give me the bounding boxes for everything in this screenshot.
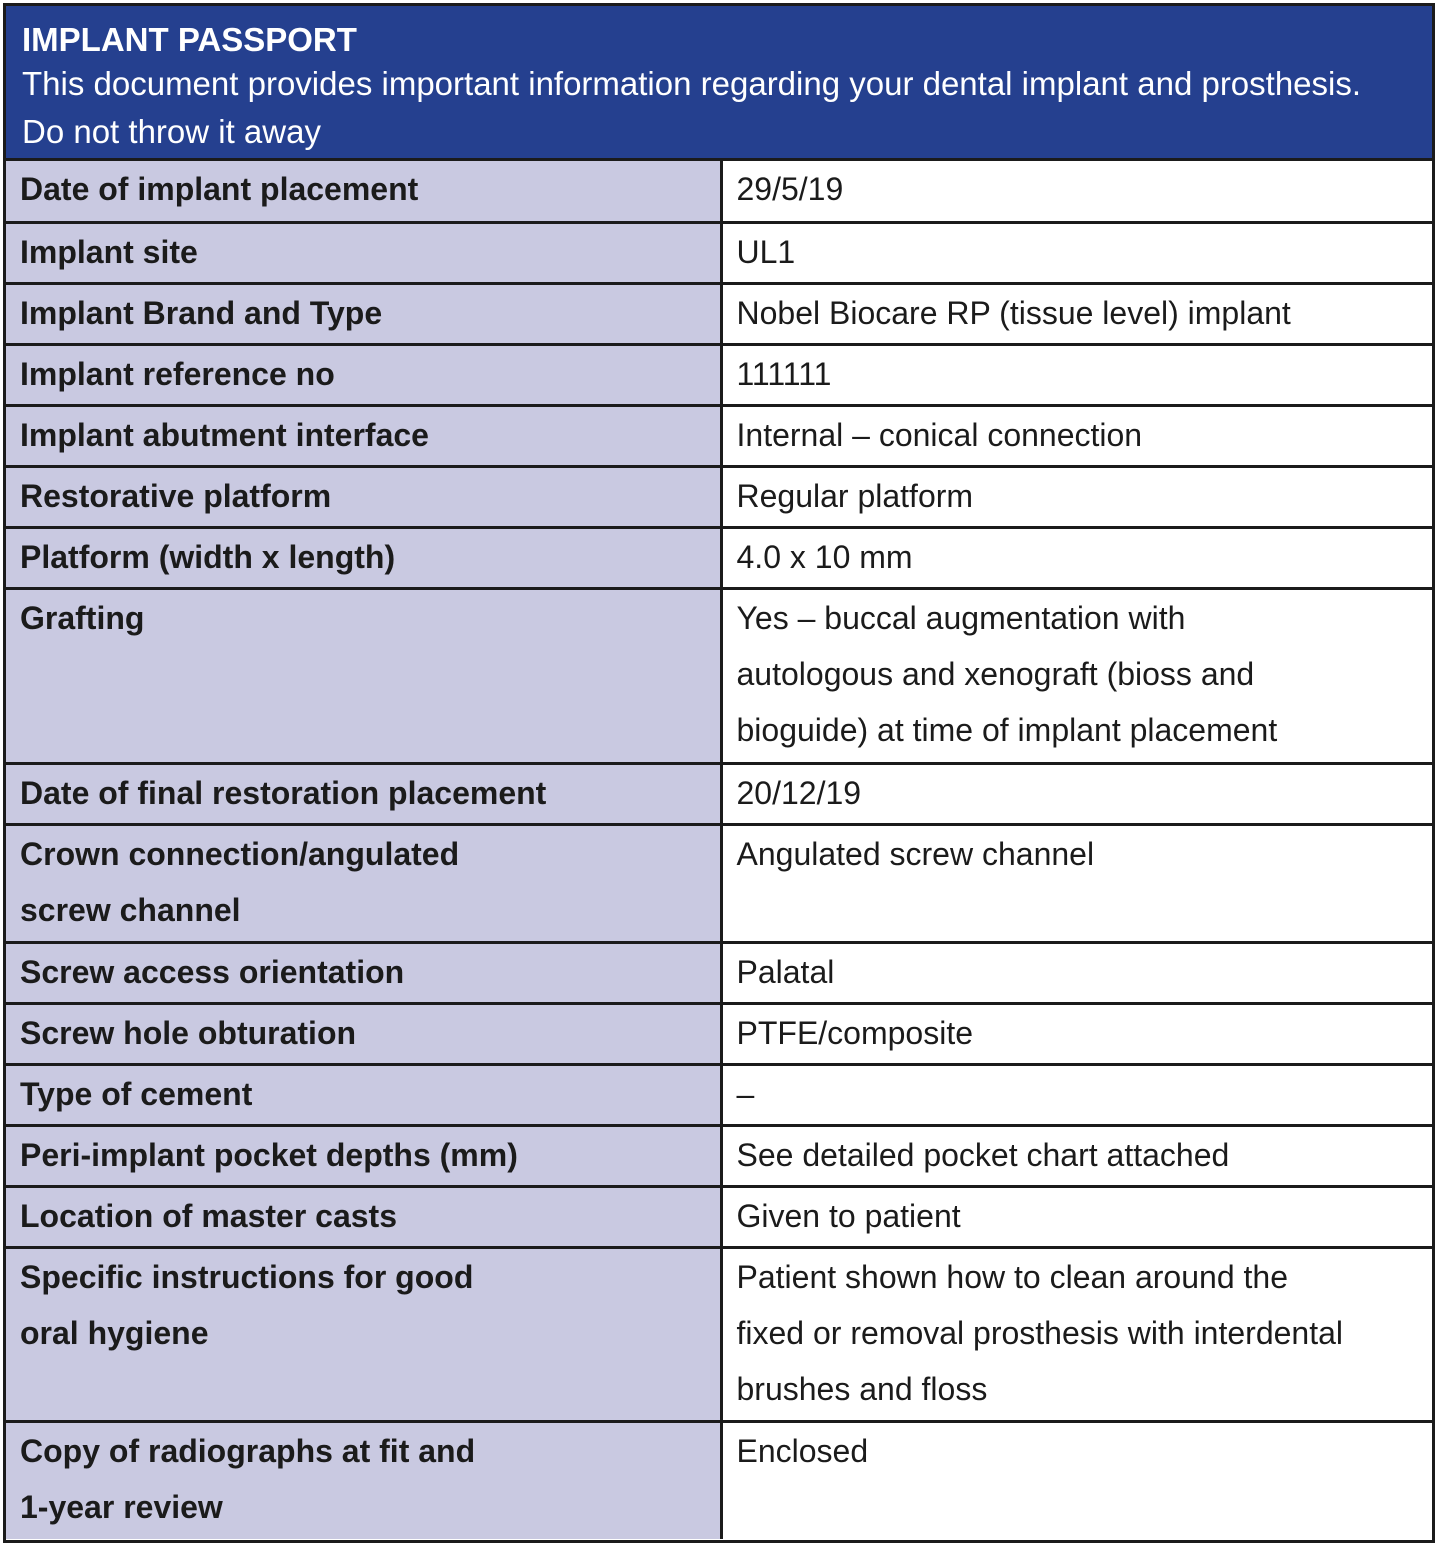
row-label: Implant site	[6, 222, 721, 283]
table-row	[6, 527, 1432, 588]
row-label: Implant abutment interface	[6, 405, 721, 466]
row-label: Peri-implant pocket depths (mm)	[6, 1125, 721, 1186]
row-value: 4.0 x 10 mm	[721, 527, 1432, 588]
row-label: Location of master casts	[6, 1186, 721, 1247]
row-value: Enclosed	[721, 1421, 1432, 1539]
table-row	[6, 1186, 1432, 1247]
row-value: 111111	[721, 344, 1432, 405]
row-label: Grafting	[6, 588, 721, 763]
row-label: Implant Brand and Type	[6, 283, 721, 344]
row-value: Given to patient	[721, 1186, 1432, 1247]
row-value: PTFE/composite	[721, 1003, 1432, 1064]
row-value: Angulated screw channel	[721, 824, 1432, 942]
table-row	[6, 1064, 1432, 1125]
row-label: Screw hole obturation	[6, 1003, 721, 1064]
row-value: UL1	[721, 222, 1432, 283]
row-label: Crown connection/angulated screw channel	[6, 824, 721, 942]
table-row	[6, 222, 1432, 283]
row-label: Date of final restoration placement	[6, 763, 721, 824]
table-row	[6, 1125, 1432, 1186]
table-row	[6, 763, 1432, 824]
row-value: Yes – buccal augmentation with autologous and xenograft (bioss and bioguide) at time of implant placement	[721, 588, 1432, 763]
row-value: Patient shown how to clean around the fixed or removal prosthesis with interdental brushes and floss	[721, 1247, 1432, 1421]
table-row	[6, 283, 1432, 344]
table-row	[6, 1247, 1432, 1421]
table-row	[6, 405, 1432, 466]
row-value: Palatal	[721, 942, 1432, 1003]
row-label: Restorative platform	[6, 466, 721, 527]
row-label: Platform (width x length)	[6, 527, 721, 588]
row-label: Copy of radiographs at fit and 1-year review	[6, 1421, 721, 1539]
row-label: Type of cement	[6, 1064, 721, 1125]
table-row	[6, 344, 1432, 405]
row-label: Date of implant placement	[6, 161, 721, 222]
row-label: Specific instructions for good oral hygiene	[6, 1247, 721, 1421]
row-value: Internal – conical connection	[721, 405, 1432, 466]
passport-table	[6, 161, 1432, 1539]
row-label: Screw access orientation	[6, 942, 721, 1003]
row-value: See detailed pocket chart attached	[721, 1125, 1432, 1186]
table-row	[6, 824, 1432, 942]
implant-passport-card	[3, 3, 1435, 1543]
table-row	[6, 161, 1432, 222]
row-label: Implant reference no	[6, 344, 721, 405]
row-value: Regular platform	[721, 466, 1432, 527]
table-row	[6, 1003, 1432, 1064]
passport-description: This document provides important information regarding your dental implant and prosthesis. Do not throw it away	[22, 65, 1362, 150]
table-row	[6, 942, 1432, 1003]
row-value: 29/5/19	[721, 161, 1432, 222]
table-row	[6, 588, 1432, 763]
passport-header	[6, 6, 1432, 161]
row-value: 20/12/19	[721, 763, 1432, 824]
passport-title: IMPLANT PASSPORT	[22, 21, 357, 58]
table-row	[6, 466, 1432, 527]
table-row	[6, 1421, 1432, 1539]
row-value: Nobel Biocare RP (tissue level) implant	[721, 283, 1432, 344]
row-value: –	[721, 1064, 1432, 1125]
